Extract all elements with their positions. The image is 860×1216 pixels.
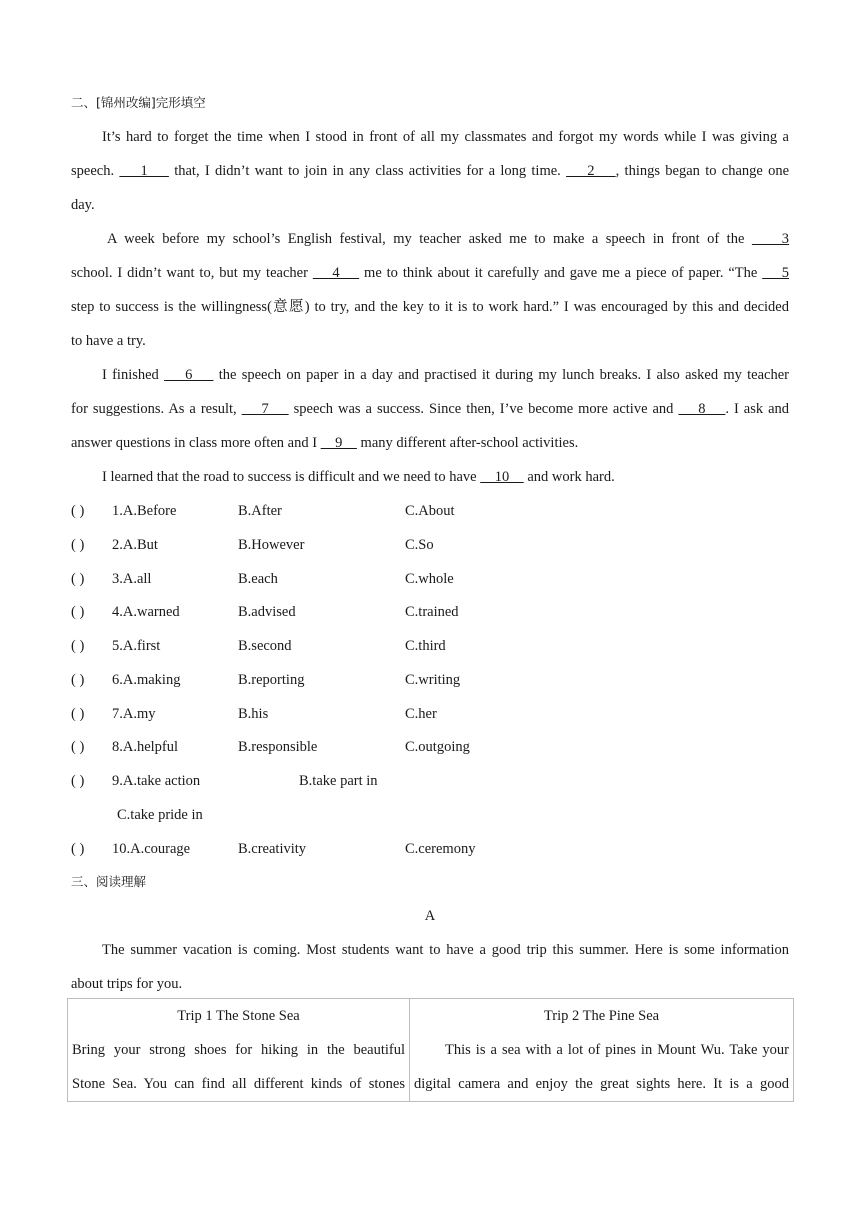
option-a: 3.A.all — [112, 571, 152, 587]
answer-bracket[interactable]: ( ) — [71, 537, 85, 553]
option-c: C.ceremony — [405, 841, 476, 857]
answer-bracket[interactable]: ( ) — [71, 503, 85, 519]
cloze-paragraph-3-line-1 — [71, 365, 789, 385]
option-b: B.his — [238, 706, 269, 722]
text-span: answer questions in class more often and I — [71, 435, 318, 451]
answer-bracket[interactable]: ( ) — [71, 672, 85, 688]
text-span: the speech on paper in a day and practised it during my lunch breaks. I also asked my teacher — [218, 367, 789, 383]
text-span: It’s hard to forget the time when I stood in front of all my classmates and forgot my words while I was giving a — [102, 129, 789, 145]
option-a: 7.A.my — [112, 706, 156, 722]
blank-8[interactable]: 8 — [678, 401, 726, 417]
option-c: C.take pride in — [117, 807, 203, 823]
option-b: B.responsible — [238, 739, 318, 755]
blank-2[interactable]: 2 — [566, 163, 616, 179]
cloze-paragraph-2-line-3: step to success is the willingness(意愿) to try, and the key to it is to work hard.” I was encouraged by this and decided — [71, 299, 789, 315]
cloze-paragraph-3-line-2 — [71, 399, 789, 419]
answer-bracket[interactable]: ( ) — [71, 841, 85, 857]
trip-1-line-1: Bring your strong shoes for hiking in the beautiful — [72, 1042, 405, 1058]
cloze-paragraph-4 — [71, 467, 789, 487]
option-a: 2.A.But — [112, 537, 158, 553]
option-b: B.reporting — [238, 672, 305, 688]
option-a: 10.A.courage — [112, 841, 191, 857]
reading-intro-line-1: The summer vacation is coming. Most students want to have a good trip this summer. Here is some information — [102, 942, 789, 958]
text-span: that, I didn’t want to join in any class activities for a long time. — [174, 163, 561, 179]
text-span: I learned that the road to success is difficult and we need to have — [102, 469, 477, 485]
trip-2-cell — [410, 999, 794, 1102]
option-b: B.each — [238, 571, 278, 587]
option-c: C.writing — [405, 672, 461, 688]
blank-9[interactable]: 9 — [320, 435, 357, 451]
option-a: 1.A.Before — [112, 503, 177, 519]
trip-2-title: Trip 2 The Pine Sea — [543, 1008, 660, 1024]
passage-label: A — [424, 908, 436, 924]
blank-6[interactable]: 6 — [164, 367, 214, 383]
reading-intro-line-2: about trips for you. — [71, 976, 183, 992]
option-b: B.After — [238, 503, 282, 519]
cloze-paragraph-2-line-2 — [71, 263, 789, 283]
blank-1[interactable]: 1 — [119, 163, 169, 179]
option-b: B.second — [238, 638, 292, 654]
option-b: B.However — [238, 537, 305, 553]
blank-3[interactable]: 3 — [751, 231, 790, 247]
cloze-paragraph-3-line-3 — [71, 433, 789, 453]
text-span: A week before my school’s English festival, my teacher asked me to make a speech in front of the — [107, 231, 745, 247]
option-c: C.About — [405, 503, 455, 519]
text-span: speech was a success. Since then, I’ve become more active and — [293, 401, 674, 417]
option-a: 6.A.making — [112, 672, 181, 688]
text-span: . I ask and — [725, 401, 790, 417]
option-c: C.outgoing — [405, 739, 470, 755]
trip-2-line-2: digital camera and enjoy the great sights here. It is a good — [414, 1076, 789, 1092]
option-b: B.creativity — [238, 841, 307, 857]
cloze-paragraph-1-line-3: day. — [71, 197, 95, 213]
answer-bracket[interactable]: ( ) — [71, 604, 85, 620]
option-a: 5.A.first — [112, 638, 161, 654]
trip-1-line-2: Stone Sea. You can find all different kinds of stones — [72, 1076, 405, 1092]
cloze-paragraph-1-line-1 — [71, 127, 789, 147]
text-span: many different after-school activities. — [360, 435, 579, 451]
cloze-paragraph-1-line-2 — [71, 161, 789, 181]
option-c: C.whole — [405, 571, 454, 587]
option-b: B.take part in — [299, 773, 378, 789]
blank-4[interactable]: 4 — [312, 265, 360, 281]
cloze-paragraph-2-line-4: to have a try. — [71, 333, 146, 349]
trips-table — [67, 998, 794, 1102]
option-a: 9.A.take action — [112, 773, 201, 789]
option-b: B.advised — [238, 604, 296, 620]
cloze-paragraph-2-line-1 — [71, 229, 789, 249]
text-span: I finished — [102, 367, 159, 383]
option-c: C.So — [405, 537, 434, 553]
answer-bracket[interactable]: ( ) — [71, 638, 85, 654]
blank-10[interactable]: 10 — [480, 469, 524, 485]
section-heading-cloze: 二、[锦州改编]完形填空 — [71, 95, 206, 110]
text-span: for suggestions. As a result, — [71, 401, 237, 417]
blank-5[interactable]: 5 — [762, 265, 790, 281]
text-span: and work hard. — [527, 469, 615, 485]
option-a: 4.A.warned — [112, 604, 180, 620]
trip-2-line-1: This is a sea with a lot of pines in Mount Wu. Take your — [445, 1042, 789, 1058]
answer-bracket[interactable]: ( ) — [71, 773, 85, 789]
text-span: speech. — [71, 163, 115, 179]
answer-bracket[interactable]: ( ) — [71, 739, 85, 755]
option-c: C.third — [405, 638, 446, 654]
option-c: C.her — [405, 706, 437, 722]
trip-1-cell — [68, 999, 410, 1102]
answer-bracket[interactable]: ( ) — [71, 706, 85, 722]
trip-1-title: Trip 1 The Stone Sea — [177, 1008, 300, 1024]
answer-bracket[interactable]: ( ) — [71, 571, 85, 587]
text-span: school. I didn’t want to, but my teacher — [71, 265, 308, 281]
option-c: C.trained — [405, 604, 459, 620]
text-span: , things began to change one — [615, 163, 790, 179]
option-a: 8.A.helpful — [112, 739, 179, 755]
text-span: me to think about it carefully and gave me a piece of paper. “The — [364, 265, 758, 281]
blank-7[interactable]: 7 — [241, 401, 289, 417]
section-heading-reading: 三、阅读理解 — [71, 874, 147, 889]
